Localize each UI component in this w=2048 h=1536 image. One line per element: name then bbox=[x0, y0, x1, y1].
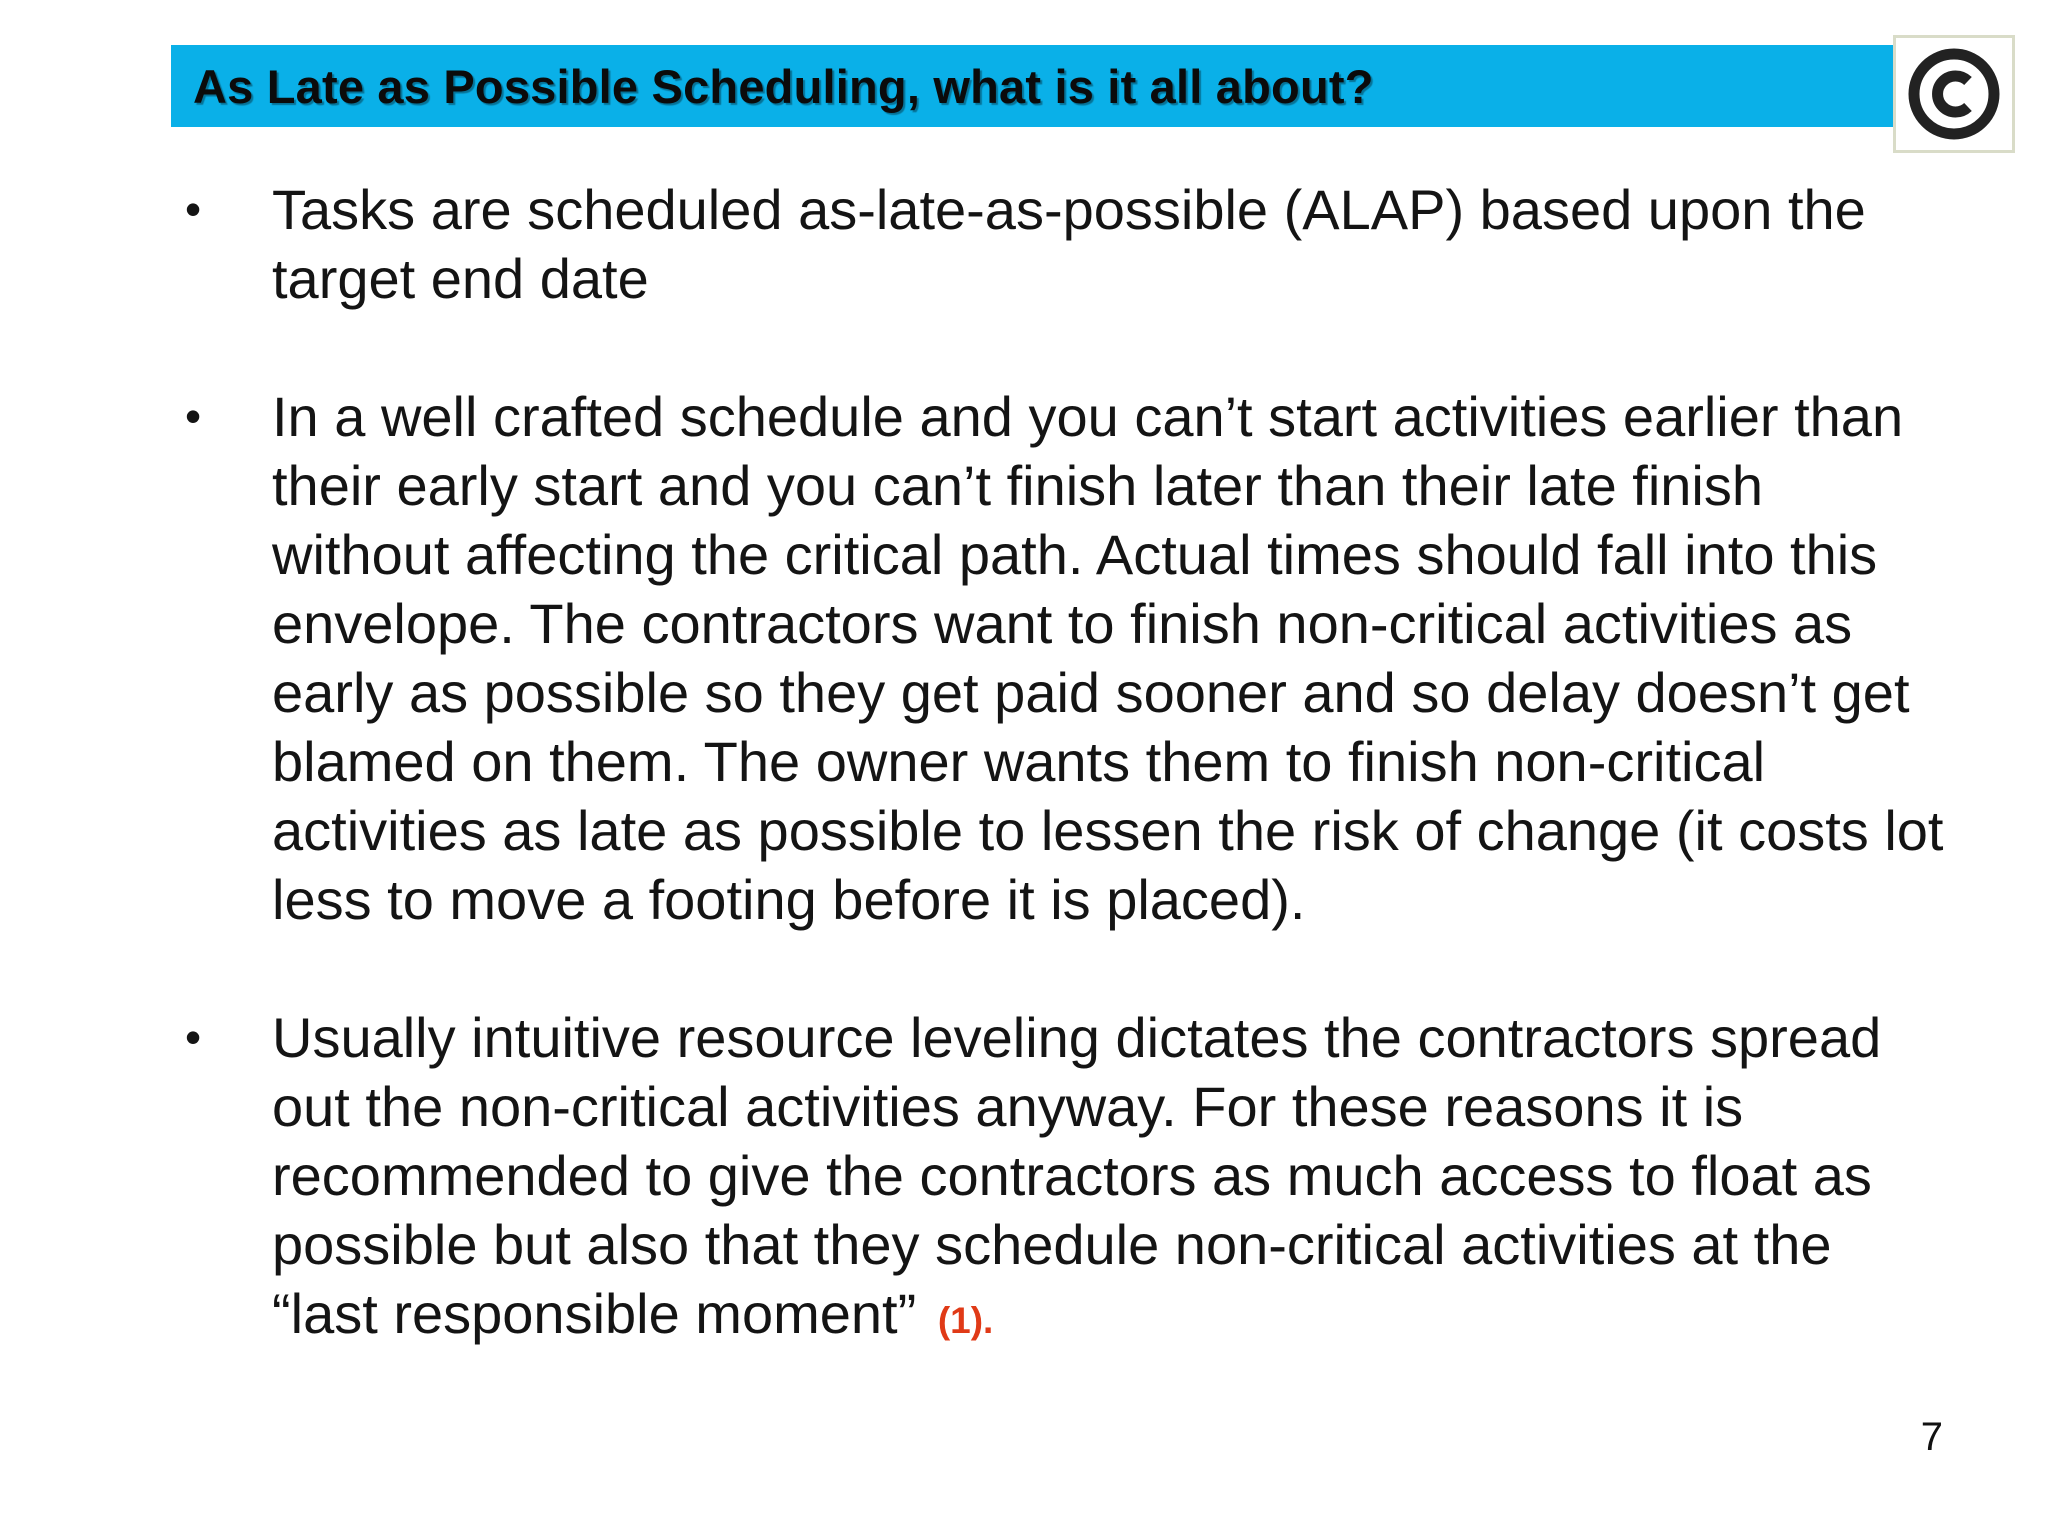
reference-marker: (1). bbox=[937, 1300, 994, 1341]
bullet-item bbox=[185, 382, 1945, 934]
bullet-item bbox=[185, 175, 1945, 313]
bullet-item bbox=[185, 1003, 1945, 1355]
bullet-marker: • bbox=[185, 390, 202, 442]
bullet-marker: • bbox=[185, 1011, 202, 1063]
bullet-text: In a well crafted schedule and you can’t start activities earlier than their early start and you can’t finish later than their late finish without affecting the critical path. Actual times should fall into this envelope. The contractors want to finish non-critical activities as early as possible so they get paid sooner and so delay doesn’t get blamed on them. The owner wants them to finish non-critical activities as late as possible to lessen the risk of change (it costs lot less to move a footing before it is placed). bbox=[272, 385, 1944, 931]
copyright-icon bbox=[1904, 44, 2004, 144]
bullet-text: Tasks are scheduled as-late-as-possible (ALAP) based upon the target end date bbox=[272, 178, 1866, 310]
title-bar bbox=[171, 45, 1893, 127]
bullet-marker: • bbox=[185, 183, 202, 235]
slide-title: As Late as Possible Scheduling, what is it all about? bbox=[193, 59, 1374, 113]
copyright-logo bbox=[1893, 35, 2015, 153]
page-number: 7 bbox=[1920, 1415, 1943, 1459]
bullet-list bbox=[185, 175, 1945, 1424]
bullet-text: Usually intuitive resource leveling dictates the contractors spread out the non-critical activities anyway. For these reasons it is recommended to give the contractors as much access to float as possible but also that they schedule non-critical activities at the “last responsible moment” bbox=[272, 1006, 1882, 1345]
